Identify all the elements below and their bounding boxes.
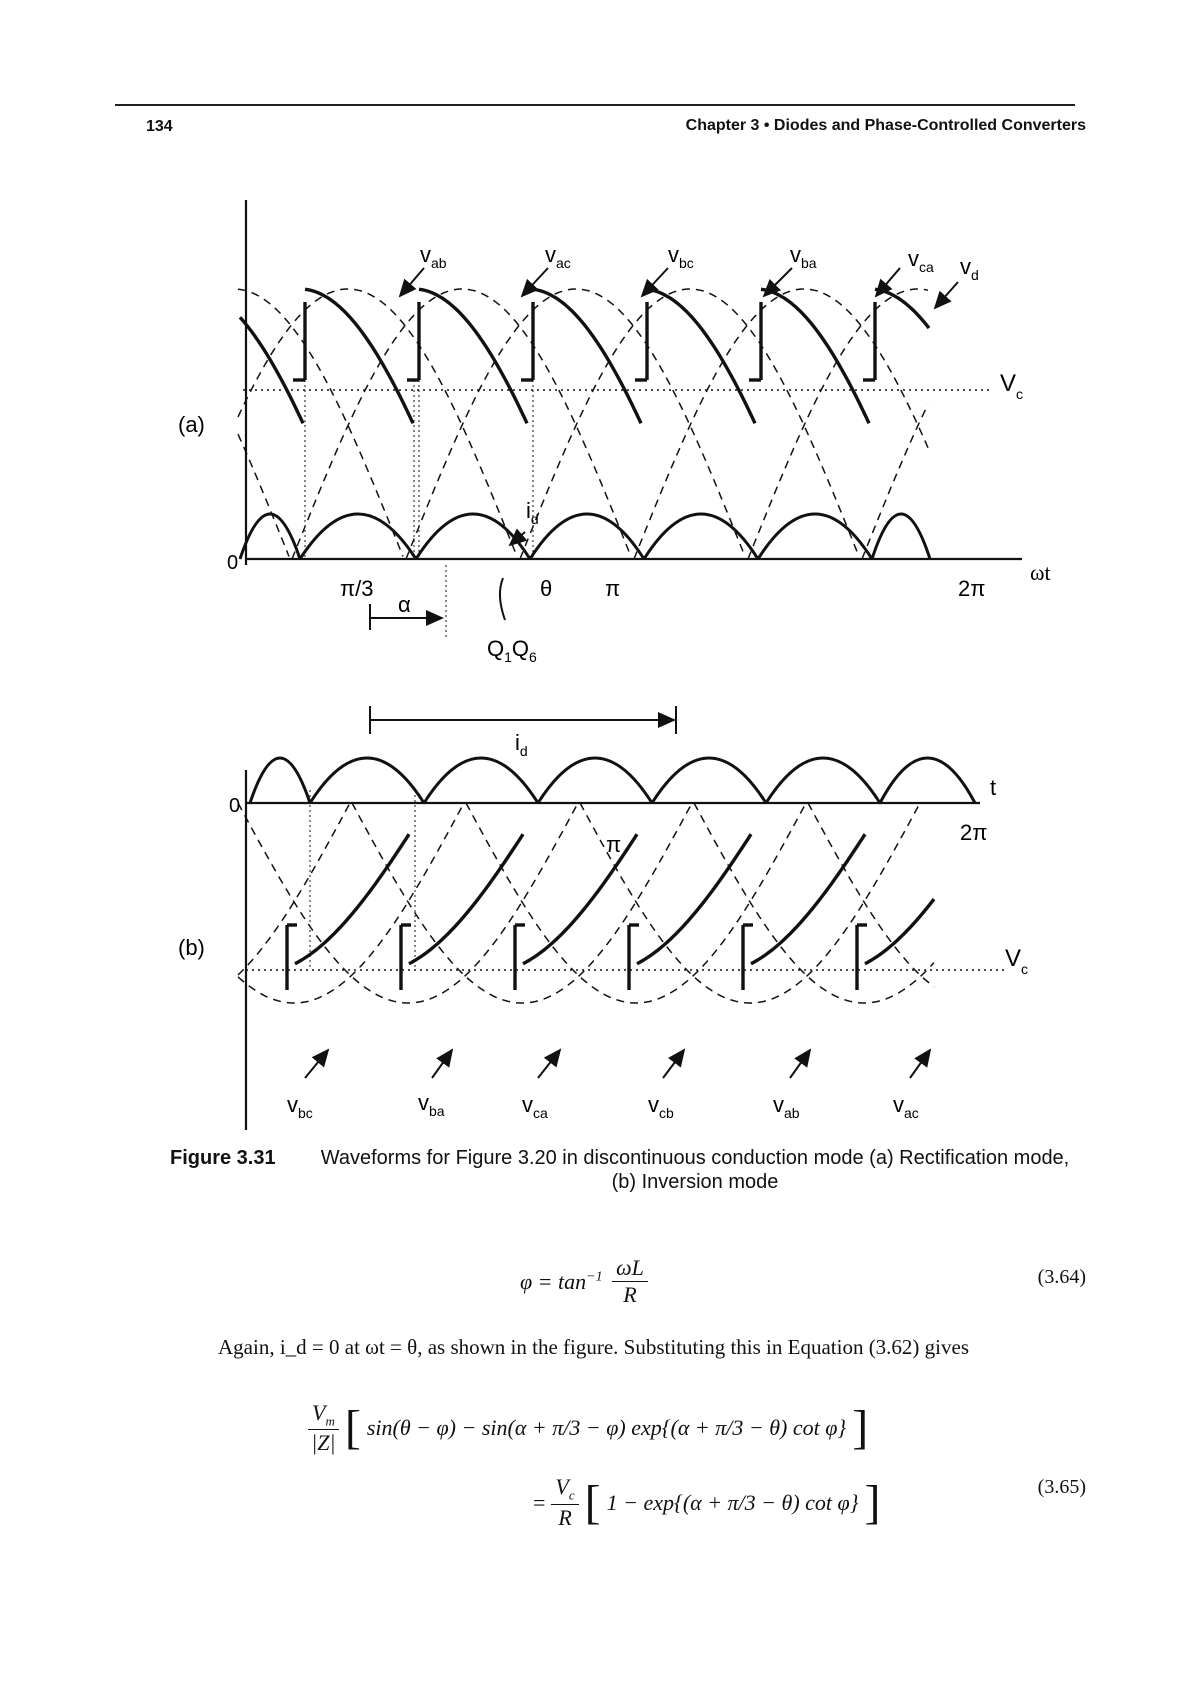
panel-a-vd-arrow — [935, 282, 958, 308]
equation-3-64-number: (3.64) — [1037, 1266, 1086, 1288]
panel-b-phase-label: $v_{ab}$ — [773, 1092, 800, 1121]
panel-a-phase-label: $v_{ac}$ — [545, 242, 571, 271]
current-pulse-b — [310, 758, 424, 803]
panel-a-pi3: π/3 — [340, 576, 374, 601]
output-segment-b — [865, 899, 934, 964]
phase-curve-b — [694, 803, 934, 1003]
panel-a-vd-label: $v_d$ — [960, 254, 979, 283]
current-pulse-b — [424, 758, 538, 803]
current-pulse-a — [758, 514, 872, 559]
panel-b-label: (b) — [178, 935, 205, 960]
equation-3-64: $\varphi = \tan^{-1}$ $\frac{\omega L}{R}$ — [520, 1255, 648, 1308]
phase-arrow-b — [910, 1050, 930, 1078]
phase-curve-b — [580, 803, 919, 1003]
phase-curve-b — [238, 803, 577, 1003]
panel-a-alpha: α — [398, 592, 411, 617]
panel-b-id-label: $i_d$ — [515, 730, 528, 759]
output-segment-b — [751, 834, 865, 964]
panel-a-phase-label: $v_{ca}$ — [908, 246, 934, 275]
current-pulse-a — [300, 514, 416, 559]
phase-arrow-b — [305, 1050, 328, 1078]
current-pulse-b — [250, 758, 310, 803]
panel-a-2pi: 2π — [958, 576, 986, 601]
panel-b-t: t — [990, 775, 997, 800]
current-pulse-b — [652, 758, 766, 803]
phase-curve-b — [466, 803, 805, 1003]
panel-b-phase-label: $v_{ac}$ — [893, 1092, 919, 1121]
equation-3-65 — [308, 1400, 880, 1531]
panel-a-phase-arrows — [400, 268, 900, 296]
phase-curve-b — [238, 805, 463, 1003]
equation-3-65-number: (3.65) — [1037, 1476, 1086, 1498]
phase-curve-a — [862, 404, 928, 559]
phase-arrow-b — [790, 1050, 810, 1078]
phase-curve-a — [634, 289, 928, 559]
current-pulse-b — [538, 758, 652, 803]
panel-a-origin: 0 — [227, 552, 239, 574]
panel-b-phase-label: $v_{ba}$ — [418, 1090, 445, 1119]
panel-a-phase-label: $v_{ba}$ — [790, 242, 817, 271]
panel-b-phase-label: $v_{cb}$ — [648, 1092, 674, 1121]
panel-b-phase-arrows — [305, 1050, 930, 1078]
caption-label: Figure 3.31 — [170, 1147, 276, 1169]
phase-arrow-b — [663, 1050, 684, 1078]
panel-b-pi: π — [606, 832, 622, 857]
current-pulse-a — [240, 514, 300, 559]
panel-b-phase-curves — [238, 803, 934, 1003]
output-segment-a — [875, 289, 929, 328]
phase-arrow-b — [538, 1050, 560, 1078]
panel-a-theta: θ — [540, 576, 553, 601]
phase-curve-a — [748, 289, 928, 559]
current-pulse-a — [530, 514, 644, 559]
panel-a-phase-label: $v_{bc}$ — [668, 242, 694, 271]
panel-b — [178, 706, 1028, 1130]
current-pulse-a — [644, 514, 758, 559]
figure-caption — [170, 1146, 1090, 1194]
chapter-title: Chapter 3 • Diodes and Phase-Controlled Converters — [685, 117, 1086, 134]
panel-b-phase-label: $v_{ca}$ — [522, 1092, 548, 1121]
panel-b-current-pulses — [250, 758, 975, 803]
equation-3-65-line1: $V_m$ |Z| [ sin(θ − φ) − sin(α + π/3 − φ) exp{(α + π/3 − θ) cot φ} ] — [308, 1400, 880, 1456]
phase-arrow-b — [432, 1050, 452, 1078]
output-segment-a — [240, 317, 303, 423]
current-pulse-a — [872, 514, 930, 559]
panel-b-2pi: 2π — [960, 820, 988, 845]
output-segment-b — [637, 834, 751, 964]
phase-arrow-a — [400, 268, 424, 296]
panel-b-origin: 0 — [229, 795, 241, 817]
panel-a-label: (a) — [178, 412, 205, 437]
current-pulse-b — [766, 758, 880, 803]
page-number: 134 — [146, 118, 173, 135]
panel-a-current-pulses — [240, 514, 930, 559]
panel-a-omega-t: ωt — [1030, 560, 1051, 585]
panel-a-id-label: $i_d$ — [526, 498, 539, 527]
current-pulse-b — [880, 758, 975, 803]
caption-text: Waveforms for Figure 3.20 in discontinuous conduction mode (a) Rectification mode, (b) Inversion mode — [320, 1147, 1070, 1193]
output-segment-b — [409, 834, 523, 964]
panel-b-phase-label: $v_{bc}$ — [287, 1092, 313, 1121]
q1q6-label: $Q_1Q_6$ — [487, 636, 537, 665]
output-segment-b — [295, 834, 409, 964]
panel-a — [178, 200, 1051, 665]
panel-b-vc-label: $V_c$ — [1005, 945, 1029, 977]
equation-3-65-line2: = $\frac{V_c}{R}$ [ 1 − exp{(α + π/3 − θ) cot φ} ] — [533, 1474, 881, 1530]
phase-curve-b — [352, 803, 691, 1003]
panel-a-phase-label: $v_{ab}$ — [420, 242, 447, 271]
panel-a-output-voltage — [240, 289, 929, 423]
body-paragraph: Again, i_d = 0 at ωt = θ, as shown in the figure. Substituting this in Equation (3.62) gives — [218, 1335, 970, 1359]
panel-a-pi: π — [605, 576, 621, 601]
q1q6-pointer — [500, 578, 505, 620]
current-pulse-a — [416, 514, 530, 559]
panel-a-vc-label: $V_c$ — [1000, 370, 1024, 402]
phase-curve-b — [238, 805, 349, 975]
